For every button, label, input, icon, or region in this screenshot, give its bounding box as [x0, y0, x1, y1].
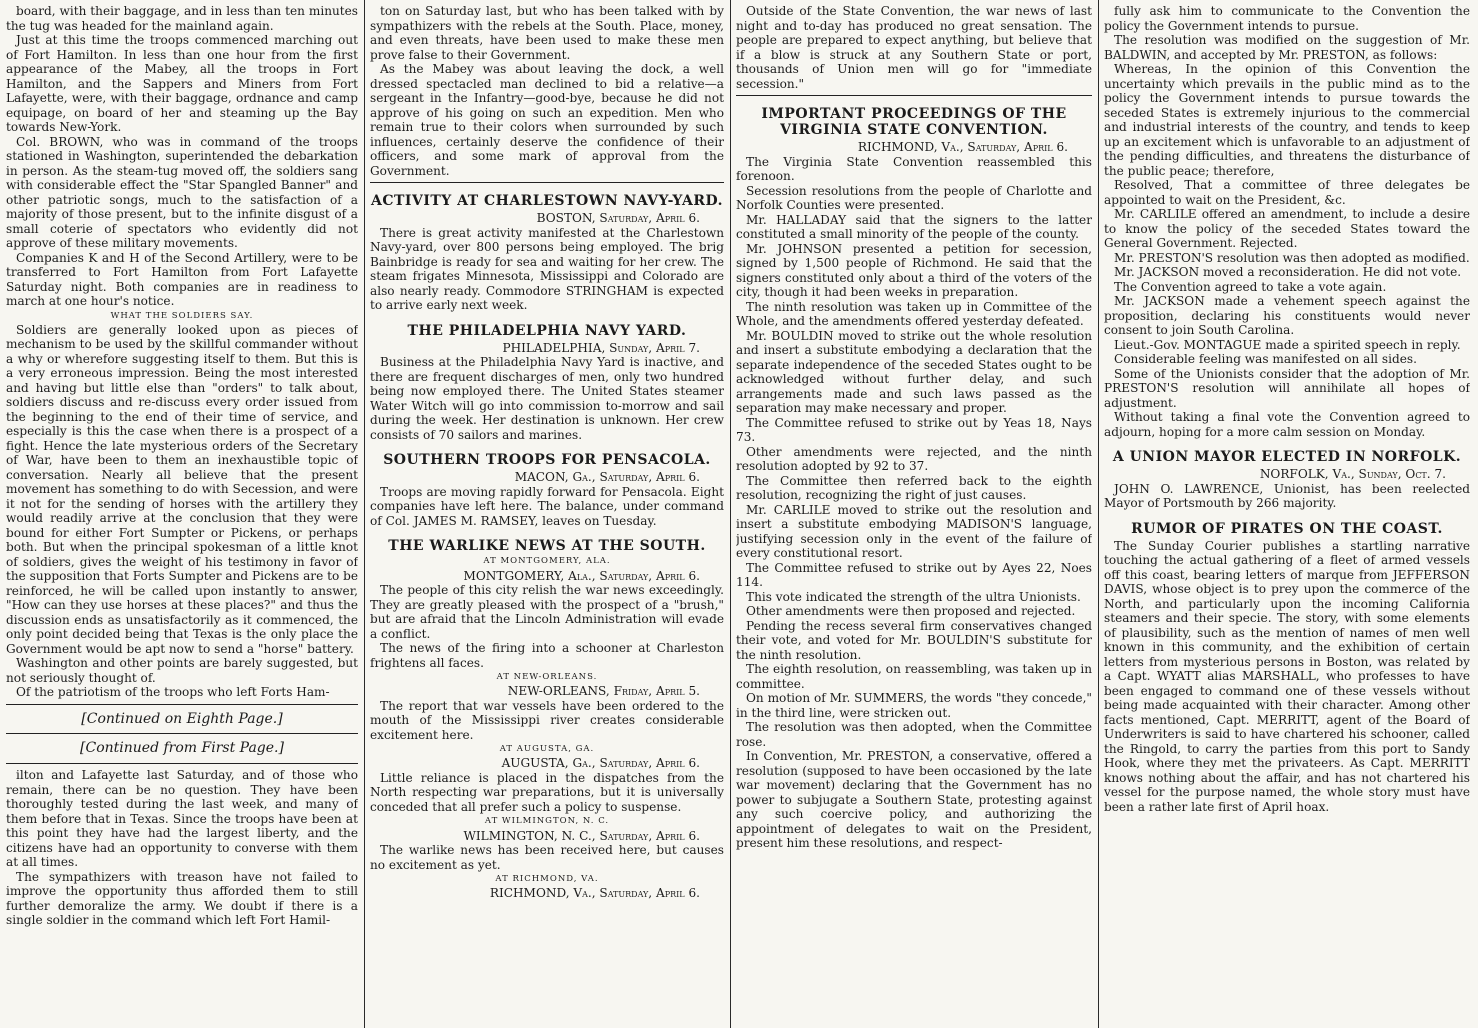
- subheading: WHAT THE SOLDIERS SAY.: [110, 310, 254, 321]
- dateline: MACON, Ga., Saturday, April 6.: [514, 470, 700, 485]
- subheading: AT MONTGOMERY, ALA.: [483, 556, 611, 567]
- column-4: [1104, 4, 1470, 1024]
- dateline: WILMINGTON, N. C., Saturday, April 6.: [463, 828, 700, 843]
- paragraph: Resolved, That a committee of three delegates be appointed to wait on the President, &c.: [1104, 178, 1470, 207]
- subheading: AT AUGUSTA, GA.: [499, 744, 595, 755]
- column-divider: [730, 0, 731, 1028]
- paragraph: The Sunday Courier publishes a startling narrative touching the actual gathering of a fleet of armed vessels off this coast, bearing letters of marque from JEFFERSON DAVIS, whose object is to prey upon the commerce of the North, and particularly upon the incoming California steamers and their specie. The story, with some elements of plausibility, such as the mention of names of men well known in this community, and the exhibition of certain letters from mysterious persons in Boston, was related by a Capt. WYATT alias MARSHALL, who professes to have been engaged to command one of these vessels without being made acquainted with their character. Among other facts mentioned, Capt. MERRITT, agent of the Board of Underwriters is said to have chartered his schooner, called the Ringold, to carry the parties from this port to Sandy Hook, where they met the privateers. As Capt. MERRITT knows nothing about the affair, and has not chartered his vessel for the purpose named, the whole story must have been a rather late first of April hoax.: [1104, 538, 1470, 814]
- section-rule: [6, 763, 358, 764]
- paragraph: The report that war vessels have been ordered to the mouth of the Mississippi river creates considerable excitement here.: [370, 698, 724, 742]
- paragraph: Companies K and H of the Second Artillery, were to be transferred to Fort Hamilton from Fort Lafayette Saturday night. Both companies are in readiness to march at one hour's notice.: [6, 250, 358, 308]
- paragraph: Just at this time the troops commenced marching out of Fort Hamilton. In less than one hour from the first appearance of the Mabey, all the troops in Fort Hamilton, and the Sappers and Miners from Fort Lafayette, were, with their baggage, ordnance and camp equipage, on board of her and steaming up the Bay towards New-York.: [6, 33, 358, 134]
- paragraph: As the Mabey was about leaving the dock, a well dressed spectacled man declined to bid a relative—a sergeant in the Infantry—good-bye, because he did not approve of his going on such an expedition. Men who remain true to their colors when surrounded by such influences, certainly deserve the confidence of their officers, and some mark of approval from the Government.: [370, 62, 724, 178]
- paragraph: On motion of Mr. SUMMERS, the words "they concede," in the third line, were stricken out.: [736, 691, 1092, 720]
- section-rule: [6, 733, 358, 734]
- paragraph: Col. BROWN, who was in command of the troops stationed in Washington, superintended the debarkation in person. As the steam-tug moved off, the soldiers sang with considerable effect the "Star Spangled Banner" and other patriotic songs, much to the satisfaction of a majority of those present, but to the infinite disgust of a small coterie of spectators who evidently did not approve of these military movements.: [6, 134, 358, 250]
- paragraph: JOHN O. LAWRENCE, Unionist, has been reelected Mayor of Portsmouth by 266 majority.: [1104, 481, 1470, 511]
- paragraph: Mr. CARLILE moved to strike out the resolution and insert a substitute embodying MADISON'S language, justifying secession only in the event of the failure of every constitutional resort.: [736, 502, 1092, 561]
- paragraph: The resolution was modified on the suggestion of Mr. BALDWIN, and accepted by Mr. PRESTON, as follows:: [1104, 33, 1470, 62]
- paragraph: In Convention, Mr. PRESTON, a conservative, offered a resolution (supposed to have been occasioned by the late war movement) declaring that the Government has no power to subjugate a Southern State, protesting against any such coercive policy, and authorizing the appointment of delegates to wait on the President, present him these resolutions, and respect-: [736, 749, 1092, 851]
- paragraph: The Convention agreed to take a vote again.: [1114, 279, 1387, 294]
- section-rule: [6, 704, 358, 705]
- paragraph: Other amendments were rejected, and the ninth resolution adopted by 92 to 37.: [736, 444, 1092, 474]
- paragraph: The resolution was then adopted, when the Committee rose.: [736, 720, 1092, 749]
- paragraph: The news of the firing into a schooner at Charleston frightens all faces.: [370, 641, 724, 670]
- dateline: BOSTON, Saturday, April 6.: [536, 211, 700, 226]
- paragraph: The ninth resolution was taken up in Committee of the Whole, and the amendments offered yesterday defeated.: [736, 299, 1092, 329]
- paragraph: The Committee then referred back to the eighth resolution, recognizing the right of just causes.: [736, 473, 1092, 503]
- paragraph: Some of the Unionists consider that the adoption of Mr. PRESTON'S resolution will annihilate all hopes of adjustment.: [1104, 366, 1470, 410]
- paragraph: This vote indicated the strength of the ultra Unionists.: [746, 589, 1081, 604]
- column-divider: [364, 0, 365, 1028]
- article-headline: THE WARLIKE NEWS AT THE SOUTH.: [388, 538, 706, 555]
- paragraph: Pending the recess several firm conservatives changed their vote, and voted for Mr. BOULDIN'S substitute for the ninth resolution.: [736, 618, 1092, 662]
- paragraph: Secession resolutions from the people of Charlotte and Norfolk Counties were presented.: [736, 183, 1092, 213]
- paragraph: The Virginia State Convention reassembled this forenoon.: [736, 154, 1092, 184]
- paragraph: Lieut.-Gov. MONTAGUE made a spirited speech in reply.: [1114, 337, 1461, 352]
- column-1: [6, 4, 358, 1024]
- paragraph: Whereas, In the opinion of this Convention the uncertainty which prevails in the public mind as to the policy the Government intends to pursue towards the seceded States is extremely injurious to the commercial and industrial interests of the country, and tends to keep up an excitement which is unfavorable to an adjustment of the pending difficulties, and threatens the disturbance of the public peace; therefore,: [1104, 62, 1470, 178]
- section-rule: [370, 182, 724, 183]
- paragraph: The people of this city relish the war news exceedingly. They are greatly pleased with the prospect of a "brush," but are afraid that the Lincoln Administration will evade a conflict.: [370, 583, 724, 641]
- subheading: AT WILMINGTON, N. C.: [484, 816, 610, 827]
- paragraph: The warlike news has been received here, but causes no excitement as yet.: [370, 843, 724, 872]
- paragraph: Mr. JACKSON made a vehement speech against the proposition, declaring his constituents would never consent to join South Carolina.: [1104, 294, 1470, 337]
- article-headline: ACTIVITY AT CHARLESTOWN NAVY-YARD.: [370, 193, 724, 209]
- subheading: AT RICHMOND, VA.: [495, 874, 599, 885]
- paragraph: There is great activity manifested at the Charlestown Navy-yard, over 800 persons being employed. The brig Bainbridge is ready for sea and waiting for her crew. The steam frigates Minnesota, Mississippi and Colorado are also nearly ready. Commodore STRINGHAM is expected to arrive early next week.: [370, 225, 724, 313]
- dateline: NEW-ORLEANS, Friday, April 5.: [507, 684, 700, 699]
- column-3: [736, 4, 1092, 1024]
- paragraph: board, with their baggage, and in less than ten minutes the tug was headed for the mainland again.: [6, 4, 358, 33]
- paragraph: Mr. JOHNSON presented a petition for secession, signed by 1,500 people of Richmond. He said that the signers constituted only about a third of the voters of the city, though it had been weeks in preparation.: [736, 241, 1092, 300]
- continuation-note: [Continued on Eighth Page.]: [81, 710, 283, 727]
- dateline: NORFOLK, Va., Sunday, Oct. 7.: [1259, 467, 1446, 482]
- paragraph: Soldiers are generally looked upon as pieces of mechanism to be used by the skillful commander without a why or wherefore suggesting itself to them. But this is a very erroneous impression. Being the most interested and having but little else than "orders" to talk about, soldiers discuss and re-discuss every order issued from the beginning to the end of their time of service, and especially is this the case when there is a prospect of a fight. Hence the late mysterious orders of the Secretary of War, have been to them an inexhaustible topic of conversation. Nearly all believe that the present movement has something to do with Secession, and were it not for the sending of horses with the artillery they would readily arrive at the conclusion that they were bound for either Fort Sumpter or Pickens, or perhaps both. But when the principal spokesman of a little knot of soldiers, gives the weight of his testimony in favor of the supposition that Forts Sumpter and Pickens are to be reinforced, he will be called upon instantly to answer, "How can they use horses at these places?" and thus the discussion ends as unsatisfactorily as it commenced, the only point decided being that Texas is the only place the Government would be apt now to send a "horse" battery.: [6, 322, 358, 656]
- paragraph: The sympathizers with treason have not failed to improve the opportunity thus afforded them to still further demoralize the army. We doubt if there is a single soldier in the command which left Fort Hamil-: [6, 869, 358, 928]
- paragraph: ilton and Lafayette last Saturday, and of those who remain, there can be no question. They have been thoroughly tested during the last week, and many of them before that in Texas. Since the troops have been at this point they have had the largest liberty, and the citizens have had an opportunity to converse with them at all times.: [6, 768, 358, 870]
- paragraph: The Committee refused to strike out by Ayes 22, Noes 114.: [736, 560, 1092, 590]
- dateline: PHILADELPHIA, Sunday, April 7.: [502, 340, 700, 355]
- article-headline: RUMOR OF PIRATES ON THE COAST.: [1131, 520, 1443, 537]
- paragraph: fully ask him to communicate to the Convention the policy the Government intends to pursue.: [1104, 4, 1470, 33]
- paragraph: ton on Saturday last, but who has been talked with by sympathizers with the rebels at the South. Place, money, and even threats, have been used to make these men prove false to their Government.: [370, 4, 724, 62]
- dateline: AUGUSTA, Ga., Saturday, April 6.: [501, 756, 700, 771]
- paragraph: Other amendments were then proposed and rejected.: [746, 604, 1076, 619]
- article-headline: IMPORTANT PROCEEDINGS OF THE VIRGINIA STATE CONVENTION.: [761, 106, 1067, 139]
- paragraph: Mr. JACKSON moved a reconsideration. He did not vote.: [1114, 265, 1462, 279]
- paragraph: The Committee refused to strike out by Yeas 18, Nays 73.: [736, 415, 1092, 445]
- article-headline: SOUTHERN TROOPS FOR PENSACOLA.: [383, 452, 711, 469]
- section-rule: [736, 95, 1092, 96]
- paragraph: Washington and other points are barely suggested, but not seriously thought of.: [6, 656, 358, 685]
- paragraph: Mr. HALLADAY said that the signers to the latter constituted a small minority of the people of the county.: [736, 212, 1092, 242]
- paragraph: Without taking a final vote the Convention agreed to adjourn, hoping for a more calm session on Monday.: [1104, 410, 1470, 439]
- dateline: RICHMOND, Va., Saturday, April 6.: [857, 140, 1068, 155]
- paragraph: Mr. CARLILE offered an amendment, to include a desire to know the policy of the seceded States toward the General Government. Rejected.: [1104, 207, 1470, 250]
- paragraph: Of the patriotism of the troops who left Forts Ham-: [16, 685, 330, 700]
- dateline: RICHMOND, Va., Saturday, April 6.: [489, 886, 700, 901]
- paragraph: Mr. BOULDIN moved to strike out the whole resolution and insert a substitute embodying a declaration that the separate independence of the seceded States ought to be acknowledged without further delay, and such arrangements made and such laws passed as the separation may make necessary and proper.: [736, 328, 1092, 416]
- paragraph: Mr. PRESTON'S resolution was then adopted as modified.: [1114, 250, 1470, 265]
- paragraph: Little reliance is placed in the dispatches from the North respecting war preparations, but it is universally conceded that all prefer such a policy to suspense.: [370, 770, 724, 814]
- paragraph: The eighth resolution, on reassembling, was taken up in committee.: [736, 662, 1092, 691]
- dateline: MONTGOMERY, Ala., Saturday, April 6.: [463, 568, 700, 583]
- article-headline: A UNION MAYOR ELECTED IN NORFOLK.: [1112, 449, 1462, 465]
- column-2: [370, 4, 724, 1024]
- column-divider: [1098, 0, 1099, 1028]
- paragraph: Business at the Philadelphia Navy Yard is inactive, and there are frequent discharges of men, only two hundred being now employed there. The United States steamer Water Witch will go into commission to-morrow and sail during the week. Her destination is unknown. Her crew consists of 70 sailors and marines.: [370, 355, 724, 442]
- article-headline: THE PHILADELPHIA NAVY YARD.: [407, 322, 687, 339]
- paragraph: Considerable feeling was manifested on all sides.: [1114, 352, 1417, 366]
- paragraph: Outside of the State Convention, the war news of last night and to-day has produced no great sensation. The people are prepared to expect anything, but believe that if a blow is struck at any Southern State or port, thousands of Union men will go for "immediate secession.": [736, 4, 1092, 91]
- continuation-note: [Continued from First Page.]: [80, 740, 284, 757]
- subheading: AT NEW-ORLEANS.: [496, 672, 598, 683]
- paragraph: Troops are moving rapidly forward for Pensacola. Eight companies have left here. The balance, under command of Col. JAMES M. RAMSEY, leaves on Tuesday.: [370, 484, 724, 528]
